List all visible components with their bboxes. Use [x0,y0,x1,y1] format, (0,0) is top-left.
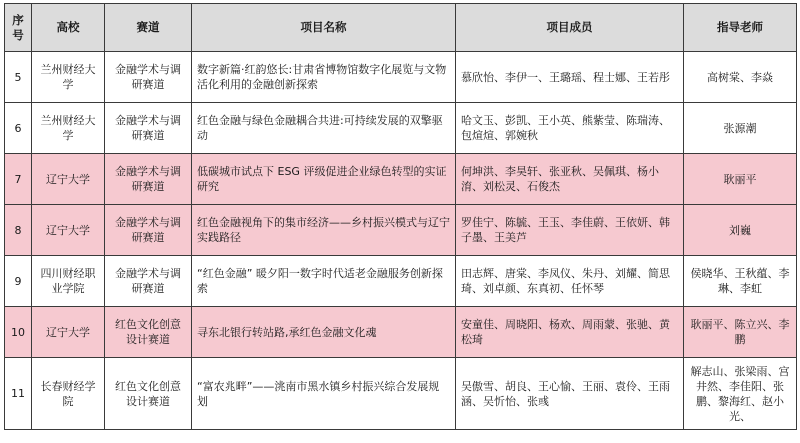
cell-no-text: 8 [14,223,22,237]
table-row [5,205,797,256]
cell-school-text: 兰州财经大学 [40,114,96,142]
cell-no-text: 6 [14,121,22,135]
cell-school [32,52,105,103]
cell-project [192,205,456,256]
cell-members [456,103,684,154]
project-table [4,3,797,430]
cell-advisor [684,307,797,358]
cell-project [192,307,456,358]
cell-no-text: 9 [14,274,22,288]
cell-school-text: 辽宁大学 [46,223,90,237]
cell-no [5,358,32,430]
cell-advisor-text: 高树棠、李焱 [707,70,773,84]
cell-school [32,154,105,205]
header-no: 序号 [5,4,32,52]
table-row [5,358,797,430]
cell-advisor-text: 刘巍 [729,223,751,237]
cell-track-text: 金融学术与调研赛道 [115,63,181,91]
header-school: 高校 [32,4,105,52]
cell-project-text: 红色金融视角下的集市经济——乡村振兴模式与辽宁实践路径 [197,216,450,244]
cell-no [5,307,32,358]
cell-members-text: 田志辉、唐棠、李凤仪、朱丹、刘耀、简思琦、刘卓颜、东真初、任怀琴 [461,267,670,295]
cell-track-text: 金融学术与调研赛道 [115,216,181,244]
header-row [5,4,797,52]
cell-project-text: “红色金融” 暖夕阳一数字时代适老金融服务创新探索 [197,267,443,295]
cell-no [5,52,32,103]
table-row [5,256,797,307]
cell-project [192,256,456,307]
cell-members-text: 吴傲雪、胡良、王心愉、王丽、袁伶、王雨涵、吴忻怡、张彧 [461,379,670,408]
cell-no [5,103,32,154]
cell-school [32,205,105,256]
cell-project [192,154,456,205]
cell-advisor [684,205,797,256]
cell-no [5,154,32,205]
cell-no-text: 5 [14,70,22,84]
cell-project [192,103,456,154]
cell-advisor-text: 解志山、张梁雨、宫井然、李佳阳、张鹏、黎海红、赵小光、 [690,364,790,423]
table-row [5,154,797,205]
header-project: 项目名称 [192,4,456,52]
cell-track [105,307,192,358]
table-row [5,52,797,103]
cell-no [5,205,32,256]
cell-school [32,307,105,358]
cell-project-text: 寻东北银行转站路,承红色金融文化魂 [197,325,377,339]
cell-project-text: 低碳城市试点下 ESG 评级促进企业绿色转型的实证研究 [197,165,447,193]
cell-track-text: 红色文化创意设计赛道 [115,379,181,408]
header-advisor: 指导老师 [684,4,797,52]
cell-school-text: 辽宁大学 [46,325,90,339]
cell-project-text: “富农兆畔”——洮南市黑水镇乡村振兴综合发展规划 [197,379,440,408]
cell-members-text: 哈文玉、彭凯、王小英、熊紫莹、陈瑞涛、包煊煊、郭婉秋 [461,114,670,142]
cell-advisor [684,52,797,103]
cell-no-text: 10 [11,325,25,339]
cell-track [105,256,192,307]
cell-project [192,52,456,103]
table-body [5,52,797,430]
cell-track [105,103,192,154]
cell-members [456,256,684,307]
cell-track-text: 金融学术与调研赛道 [115,114,181,142]
cell-track [105,358,192,430]
cell-track [105,205,192,256]
table-row [5,103,797,154]
cell-no-text: 7 [14,172,22,186]
cell-project-text: 数字新篇·红韵悠长:甘肃省博物馆数字化展览与文物活化利用的金融创新探索 [197,63,447,91]
cell-track [105,52,192,103]
cell-members [456,358,684,430]
cell-members [456,52,684,103]
cell-track [105,154,192,205]
cell-members-text: 安童佳、周晓阳、杨欢、周雨蒙、张驰、黄松琦 [461,318,670,346]
header-track: 赛道 [105,4,192,52]
cell-school-text: 长春财经学院 [40,379,96,408]
cell-advisor [684,358,797,430]
cell-project-text: 红色金融与绿色金融耦合共进:可持续发展的双擎驱动 [197,114,443,142]
cell-school-text: 四川财经职业学院 [40,267,96,295]
cell-members [456,307,684,358]
cell-advisor-text: 耿丽平 [723,172,757,186]
cell-members [456,205,684,256]
cell-advisor-text: 张源潮 [723,121,757,135]
cell-school [32,358,105,430]
header-members: 项目成员 [456,4,684,52]
table-row [5,307,797,358]
table-header [5,4,797,52]
cell-no-text: 11 [11,387,25,400]
cell-advisor [684,154,797,205]
cell-track-text: 金融学术与调研赛道 [115,165,181,193]
cell-members-text: 何坤洪、李昊轩、张亚秋、吴佩琪、杨小淯、刘松灵、石俊杰 [461,165,659,193]
cell-advisor-text: 耿丽平、陈立兴、李鹏 [690,318,790,346]
cell-school-text: 辽宁大学 [46,172,90,186]
cell-school [32,256,105,307]
cell-project [192,358,456,430]
cell-school [32,103,105,154]
cell-no [5,256,32,307]
cell-school-text: 兰州财经大学 [40,63,96,91]
cell-track-text: 红色文化创意设计赛道 [115,318,181,346]
cell-advisor-text: 侯晓华、王秋蕴、李琳、李虹 [690,267,790,295]
cell-members-text: 慕欣怡、李伊一、王璐瑶、程士娜、王若彤 [461,70,670,84]
cell-track-text: 金融学术与调研赛道 [115,267,181,295]
cell-members-text: 罗佳宁、陈毓、王玉、李佳蔚、王依妍、韩子墨、王美芦 [461,216,670,244]
cell-members [456,154,684,205]
cell-advisor [684,256,797,307]
cell-advisor [684,103,797,154]
